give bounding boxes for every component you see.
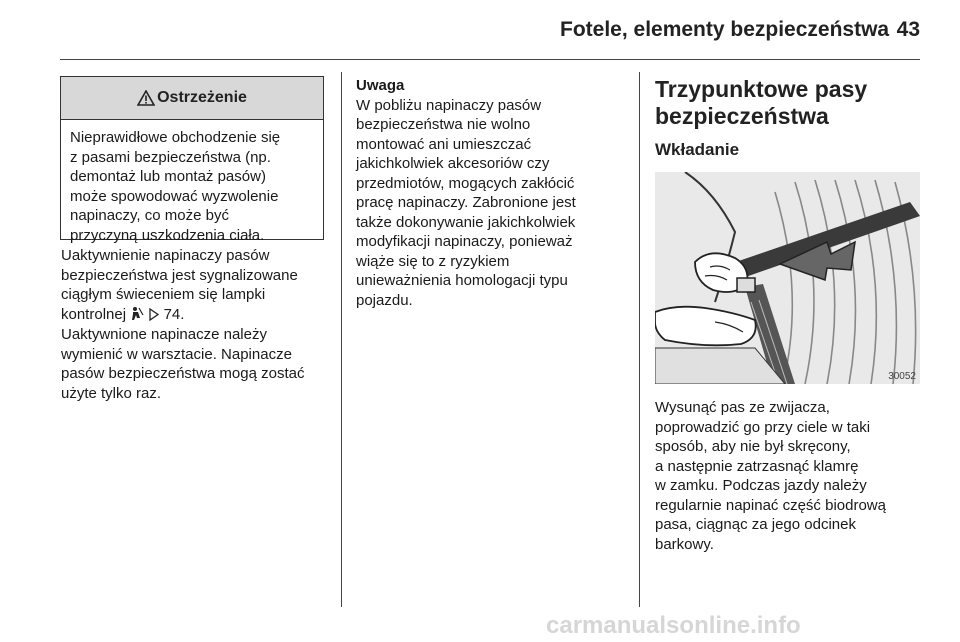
text-line — [61, 305, 333, 325]
text-line: ciągłym świeceniem się lampki — [61, 286, 266, 303]
header-divider — [60, 59, 920, 60]
pretensioner-replacement-paragraph — [61, 325, 333, 403]
column-divider-2 — [639, 72, 640, 607]
site-watermark: carmanualsonline.info — [546, 612, 801, 639]
text-line: Uaktywnienie napinaczy pasów — [61, 247, 270, 264]
seatbelt-pretensioner-icon — [130, 306, 144, 321]
text-line: a następnie zatrzasnąć klamrę — [655, 457, 859, 475]
text-line: wiąże się to z ryzykiem — [356, 252, 510, 270]
subsection-heading: Wkładanie — [655, 140, 740, 159]
text-line: modyfikacji napinaczy, ponieważ — [356, 233, 573, 250]
page-number: 43 — [896, 18, 920, 41]
seatbelt-illustration — [655, 172, 920, 384]
pretensioner-indicator-paragraph — [61, 246, 333, 324]
text-line: pasów bezpieczeństwa mogą zostać — [61, 365, 305, 382]
text-line: Uaktywnione napinacze należy — [61, 326, 267, 343]
warning-box — [60, 76, 324, 244]
warning-text — [61, 120, 323, 245]
text-line: użyte tylko raz. — [61, 384, 162, 402]
text-line: montować ani umieszczać — [356, 135, 532, 153]
text-line: Wysunąć pas ze zwijacza, — [655, 399, 830, 416]
text-line: poprowadzić go przy ciele w taki — [655, 418, 871, 436]
page-header-title: Fotele, elementy bezpieczeństwa — [560, 18, 890, 41]
text-line: bezpieczeństwa nie wolno — [356, 116, 531, 133]
text-line: pasa, ciągnąc za jego odcinek — [655, 516, 856, 533]
text-line: regularnie napinać część biodrową — [655, 496, 886, 514]
note-block — [356, 76, 630, 310]
warning-line: demontaż lub montaż pasów) — [70, 168, 266, 185]
text-line: w zamku. Podczas jazdy należy — [655, 477, 867, 494]
warning-line: Nieprawidłowe obchodzenie się — [70, 129, 281, 146]
text-line: pracę napinaczy. Zabronione jest — [356, 194, 576, 211]
note-label: Uwaga — [356, 77, 405, 94]
column-divider-1 — [341, 72, 342, 607]
figure-code: 30052 — [888, 371, 916, 382]
warning-line: napinaczy, co może być — [70, 207, 229, 224]
text-line: sposób, aby nie był skręcony, — [655, 438, 851, 455]
text-line: pojazdu. — [356, 291, 413, 309]
warning-header — [61, 77, 323, 120]
buckling-instructions — [655, 398, 925, 554]
text-line: barkowy. — [655, 535, 714, 553]
warning-triangle-icon — [137, 90, 155, 106]
text-line: także dokonywanie jakichkolwiek — [356, 213, 576, 231]
warning-line: przyczyną uszkodzenia ciała. — [70, 226, 265, 244]
text-line: wymienić w warsztacie. Napinacze — [61, 345, 292, 363]
section-heading — [655, 76, 925, 130]
text-fragment: kontrolnej — [61, 305, 127, 323]
warning-title: Ostrzeżenie — [157, 89, 247, 106]
page-reference[interactable]: 74. — [163, 305, 185, 323]
text-line: przedmiotów, mogących zakłócić — [356, 174, 575, 192]
text-line: jakichkolwiek akcesoriów czy — [356, 155, 550, 172]
warning-line: może spowodować wyzwolenie — [70, 187, 279, 205]
text-line: bezpieczeństwa jest sygnalizowane — [61, 266, 298, 284]
page-reference-arrow-icon — [148, 308, 159, 321]
text-line: unieważnienia homologacji typu — [356, 272, 568, 289]
text-line: W pobliżu napinaczy pasów — [356, 96, 542, 114]
heading-line: Trzypunktowe pasy — [655, 76, 868, 102]
warning-line: z pasami bezpieczeństwa (np. — [70, 148, 271, 166]
heading-line: bezpieczeństwa — [655, 103, 829, 129]
seatbelt-drawing — [655, 172, 920, 384]
